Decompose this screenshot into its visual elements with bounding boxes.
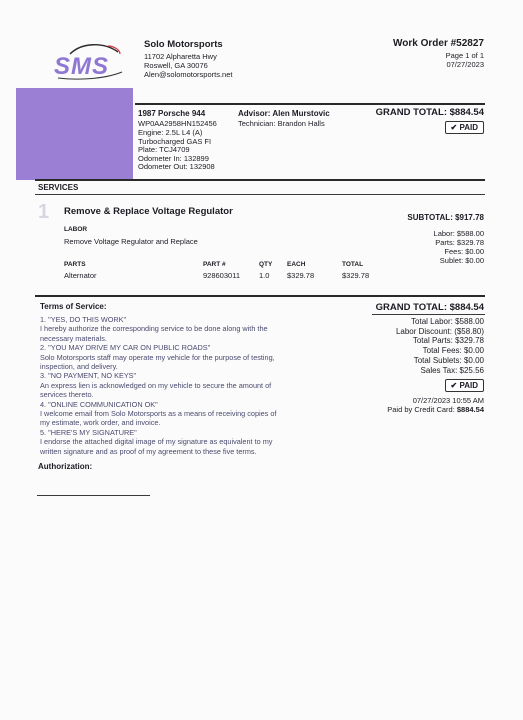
technician-name: Technician: Brandon Halls bbox=[238, 119, 325, 128]
service-labor: Labor: $588.00 bbox=[433, 229, 484, 238]
part-number: 928603011 bbox=[203, 271, 240, 280]
terms-line: services thereto. bbox=[40, 390, 94, 400]
paid-badge-top bbox=[445, 121, 484, 134]
service-number: 1 bbox=[38, 201, 50, 223]
vehicle-fuel: Turbocharged GAS FI bbox=[138, 137, 212, 146]
labor-discount: Labor Discount: ($58.80) bbox=[395, 326, 484, 336]
paid-date: 07/27/2023 10:55 AM bbox=[412, 396, 484, 405]
totals-lines bbox=[334, 317, 484, 375]
vehicle-vin: WP0AA2958HN152456 bbox=[138, 119, 217, 128]
work-order-title: Work Order #52827 bbox=[393, 38, 484, 49]
paid-badge bbox=[445, 379, 484, 392]
part-each: $329.78 bbox=[287, 271, 315, 280]
terms-line: 5. "HERE'S MY SIGNATURE" bbox=[40, 427, 137, 437]
sales-tax: Sales Tax: $25.56 bbox=[420, 365, 484, 375]
service-sublet: Sublet: $0.00 bbox=[439, 256, 484, 265]
each-col-header: EACH bbox=[287, 261, 306, 268]
grand-total: GRAND TOTAL: $884.54 bbox=[375, 302, 484, 313]
terms-title: Terms of Service: bbox=[40, 302, 107, 311]
paid-by-amount: $884.54 bbox=[456, 405, 484, 414]
qty-col-header: QTY bbox=[259, 261, 273, 268]
parts-col-header: PARTS bbox=[64, 261, 86, 268]
terms-line: I hereby authorize the corresponding service to be done along with the bbox=[40, 324, 268, 334]
total-sublets: Total Sublets: $0.00 bbox=[413, 355, 484, 365]
services-rule bbox=[35, 179, 485, 181]
totals-rule bbox=[372, 314, 485, 315]
total-col-header: TOTAL bbox=[342, 261, 364, 268]
shop-address-2: Roswell, GA 30076 bbox=[144, 61, 208, 70]
terms-body bbox=[40, 315, 340, 456]
part-total: $329.78 bbox=[342, 271, 370, 280]
odometer-out: Odometer Out: 132908 bbox=[138, 162, 215, 171]
signature-line bbox=[37, 495, 150, 496]
total-fees: Total Fees: $0.00 bbox=[422, 346, 484, 356]
shop-address-1: 11702 Alpharetta Hwy bbox=[144, 52, 217, 61]
labor-description: Remove Voltage Regulator and Replace bbox=[64, 237, 198, 246]
page-count: Page 1 of 1 bbox=[445, 51, 484, 60]
terms-line: necessary materials. bbox=[40, 333, 107, 343]
vehicle-plate: Plate: TCJ4709 bbox=[138, 145, 190, 154]
shop-logo bbox=[52, 40, 126, 84]
terms-line: inspection, and delivery. bbox=[40, 362, 118, 372]
grand-total-top: GRAND TOTAL: $884.54 bbox=[375, 107, 484, 118]
labor-label: LABOR bbox=[64, 226, 88, 233]
terms-line: An express lien is acknowledged on my vehicle to secure the amount of bbox=[40, 380, 272, 390]
partno-col-header: PART # bbox=[203, 261, 226, 268]
total-labor: Total Labor: $588.00 bbox=[411, 317, 484, 326]
part-name: Alternator bbox=[64, 271, 97, 280]
service-title: Remove & Replace Voltage Regulator bbox=[64, 206, 233, 217]
terms-line: 2. "YOU MAY DRIVE MY CAR ON PUBLIC ROADS" bbox=[40, 343, 211, 353]
service-parts: Parts: $329.78 bbox=[435, 238, 484, 247]
terms-line: I welcome email from Solo Motorsports as a means of receiving copies of bbox=[40, 409, 277, 419]
terms-line: Solo Motorsports staff may operate my vehicle for the purpose of testing, bbox=[40, 352, 275, 362]
service-fees: Fees: $0.00 bbox=[444, 247, 484, 256]
shop-email: Alen@solomotorsports.net bbox=[144, 70, 233, 79]
header-rule bbox=[135, 103, 485, 105]
checkmark-icon: ✔ bbox=[450, 123, 458, 132]
paid-by bbox=[387, 405, 484, 414]
terms-line: 4. "ONLINE COMMUNICATION OK" bbox=[40, 399, 158, 409]
vehicle-engine: Engine: 2.5L L4 (A) bbox=[138, 128, 203, 137]
advisor-name: Advisor: Alen Murstovic bbox=[238, 109, 330, 118]
services-header: SERVICES bbox=[38, 183, 79, 192]
terms-line: 1. "YES, DO THIS WORK" bbox=[40, 315, 127, 324]
terms-line: my estimate, work order, and invoice. bbox=[40, 418, 161, 428]
shop-name: Solo Motorsports bbox=[144, 39, 223, 50]
total-parts: Total Parts: $329.78 bbox=[412, 336, 484, 346]
paid-by-label: Paid by Credit Card: bbox=[387, 405, 455, 414]
redacted-customer-block bbox=[16, 88, 133, 180]
paid-label: PAID bbox=[459, 123, 478, 132]
logo-text: SMS bbox=[54, 53, 110, 80]
terms-line: I endorse the attached digital image of my signature as equivalent to my bbox=[40, 437, 273, 447]
paid-label: PAID bbox=[459, 381, 478, 390]
odometer-in: Odometer In: 132899 bbox=[138, 154, 209, 163]
services-sub-rule bbox=[35, 194, 485, 195]
order-date: 07/27/2023 bbox=[446, 60, 484, 69]
vehicle-model: 1987 Porsche 944 bbox=[138, 109, 206, 118]
terms-rule bbox=[35, 295, 485, 297]
terms-line: written signature and as proof of my agreement to these five terms. bbox=[40, 446, 257, 456]
checkmark-icon: ✔ bbox=[450, 381, 458, 390]
terms-line: 3. "NO PAYMENT, NO KEYS" bbox=[40, 371, 137, 381]
part-qty: 1.0 bbox=[259, 271, 270, 280]
service-subtotal: SUBTOTAL: $917.78 bbox=[407, 213, 484, 222]
authorization-label: Authorization: bbox=[38, 462, 93, 471]
